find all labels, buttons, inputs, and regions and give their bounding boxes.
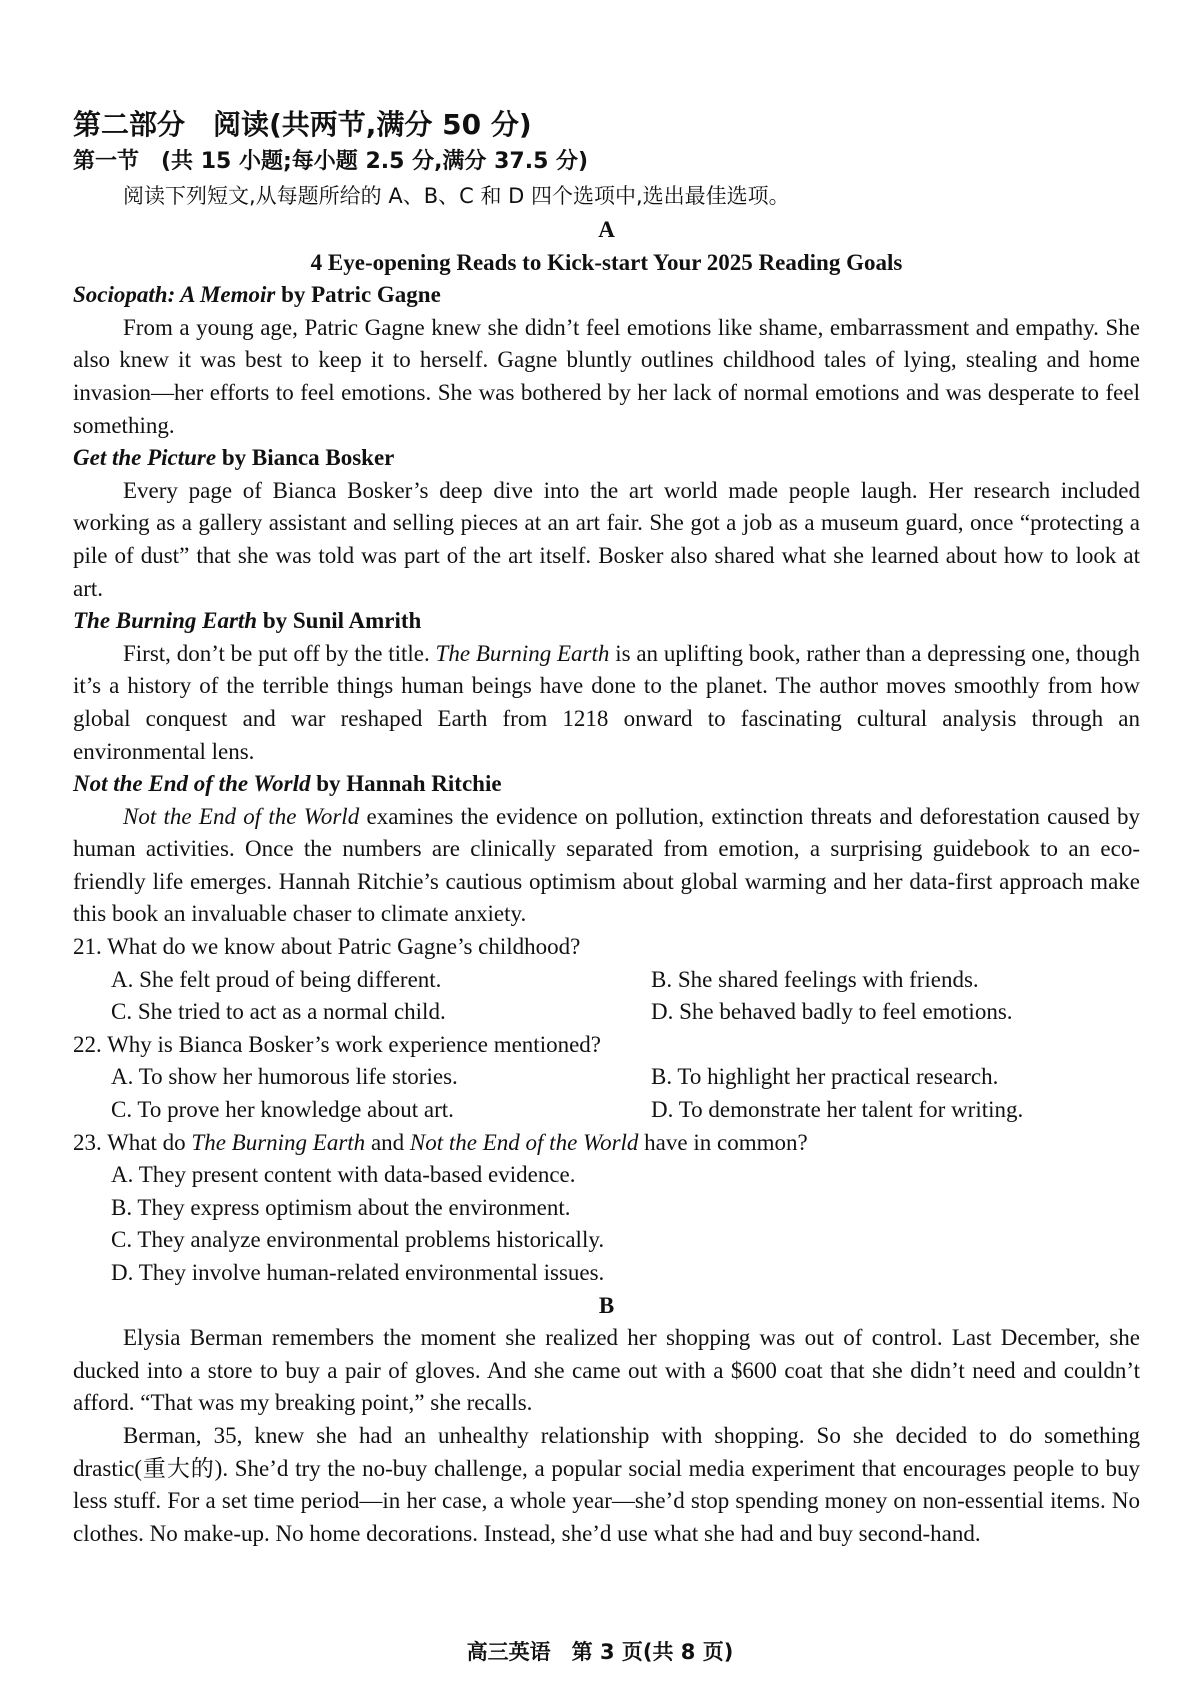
book-4-body bbox=[73, 801, 1140, 931]
q22-option-d[interactable]: D. To demonstrate her talent for writing. bbox=[651, 1097, 1024, 1123]
book-3-body-pre: First, don’t be put off by the title. bbox=[123, 640, 436, 666]
q22-option-c[interactable]: C. To prove her knowledge about art. bbox=[111, 1097, 454, 1123]
q21-option-b[interactable]: B. She shared feelings with friends. bbox=[651, 966, 979, 992]
book-3-body-italic: The Burning Earth bbox=[435, 640, 610, 666]
passage-a-label: A bbox=[598, 217, 615, 242]
q22-option-b[interactable]: B. To highlight her practical research. bbox=[651, 1064, 999, 1090]
q23-option-c[interactable]: C. They analyze environmental problems historically. bbox=[111, 1227, 605, 1253]
q21-option-c[interactable]: C. She tried to act as a normal child. bbox=[111, 999, 446, 1025]
instruction: 阅读下列短文,从每题所给的 A、B、C 和 D 四个选项中,选出最佳选项。 bbox=[123, 184, 790, 208]
book-3-title: The Burning Earth bbox=[73, 608, 258, 634]
page-footer: 高三英语 第 3 页(共 8 页) bbox=[466, 1640, 734, 1664]
passage-a-title: 4 Eye-opening Reads to Kick-start Your 2025 Reading Goals bbox=[310, 249, 903, 275]
book-1-heading bbox=[73, 279, 1140, 312]
book-3-body-post: is an uplifting book, rather than a depressing one, though it’s a history of the terrible things human beings have done to the planet. The author moves smoothly from how global conquest and war reshaped Earth from 1218 onward to fascinating cultural analysis through an environmental lens. bbox=[73, 640, 1141, 764]
q23-stem-title-2: Not the End of the World bbox=[409, 1129, 639, 1155]
book-3-body bbox=[73, 638, 1140, 768]
passage-b-label: B bbox=[598, 1292, 615, 1318]
question-23-stem bbox=[73, 1127, 1140, 1160]
q23-option-d[interactable]: D. They involve human-related environmental issues. bbox=[111, 1260, 605, 1285]
book-3-heading bbox=[73, 605, 1140, 638]
question-23-options bbox=[73, 1159, 1140, 1289]
q23-option-b[interactable]: B. They express optimism about the environment. bbox=[111, 1194, 571, 1220]
section-title: 第一节 (共 15 小题;每小题 2.5 分,满分 37.5 分) bbox=[73, 149, 589, 174]
q21-option-d[interactable]: D. She behaved badly to feel emotions. bbox=[651, 999, 1013, 1025]
passage-b-paragraph-2: Berman, 35, knew she had an unhealthy relationship with shopping. So she decided to do something drastic(重大的). She’d try the no-buy challenge, a popular social media experiment that encourages people to buy less stuff. For a set time period—in her case, a whole year—she’d stop spending money on non-essential items. No clothes. No make-up. No home decorations. Instead, she’d use what she had and buy second-hand. bbox=[73, 1422, 1140, 1546]
book-4-body-italic: Not the End of the World bbox=[123, 803, 360, 829]
book-2-author: by Bianca Bosker bbox=[216, 445, 395, 471]
book-4-heading bbox=[73, 768, 1140, 801]
question-21-options bbox=[73, 964, 1140, 1029]
book-2-heading bbox=[73, 442, 1140, 475]
q21-option-a[interactable]: A. She felt proud of being different. bbox=[111, 966, 442, 992]
part-title: 第二部分 阅读(共两节,满分 50 分) bbox=[73, 108, 532, 141]
book-1-body: From a young age, Patric Gagne knew she didn’t feel emotions like shame, embarrassment and empathy. She also knew it was best to keep it to herself. Gagne bluntly outlines childhood tales of lying, stealing and home invasion—her efforts to feel emotions. She was bothered by her lack of normal emotions and was desperate to feel something. bbox=[73, 314, 1140, 438]
book-1-title: Sociopath: A Memoir bbox=[73, 282, 276, 308]
book-1-author: by Patric Gagne bbox=[275, 282, 441, 308]
book-4-author: by Hannah Ritchie bbox=[310, 771, 502, 797]
book-3-author: by Sunil Amrith bbox=[257, 608, 422, 634]
q23-stem-post: have in common? bbox=[638, 1129, 808, 1155]
content bbox=[73, 214, 1140, 1550]
q23-stem-title-1: The Burning Earth bbox=[191, 1129, 366, 1155]
book-4-title: Not the End of the World bbox=[73, 771, 311, 797]
passage-b-paragraph-1: Elysia Berman remembers the moment she realized her shopping was out of control. Last December, she ducked into a store to buy a pair of gloves. And she came out with a $600 coat that she didn’t need and couldn’t afford. “That was my breaking point,” she recalls. bbox=[73, 1325, 1140, 1416]
book-2-body: Every page of Bianca Bosker’s deep dive into the art world made people laugh. Her research included working as a gallery assistant and selling pieces at an art fair. She got a job as a museum guard, once “protecting a pile of dust” that she was told was part of the art itself. Bosker also shared what she learned about how to look at art. bbox=[73, 477, 1140, 601]
question-21-stem: 21. What do we know about Patric Gagne’s childhood? bbox=[73, 934, 581, 960]
q23-stem-pre: 23. What do bbox=[73, 1129, 192, 1155]
question-22-stem: 22. Why is Bianca Bosker’s work experience mentioned? bbox=[73, 1031, 602, 1057]
book-2-title: Get the Picture bbox=[73, 445, 217, 471]
question-22-options bbox=[73, 1061, 1140, 1126]
q23-option-a[interactable]: A. They present content with data-based evidence. bbox=[111, 1162, 576, 1188]
q23-stem-mid: and bbox=[365, 1129, 410, 1155]
book-4-body-post: examines the evidence on pollution, extinction threats and deforestation caused by human activities. Once the numbers are clinically separated from emotion, a surprising guidebook to an eco-friendly life emerges. Hannah Ritchie’s cautious optimism about global warming and her data-first approach make this book an invaluable chaser to climate anxiety. bbox=[73, 803, 1140, 927]
q22-option-a[interactable]: A. To show her humorous life stories. bbox=[111, 1064, 458, 1090]
